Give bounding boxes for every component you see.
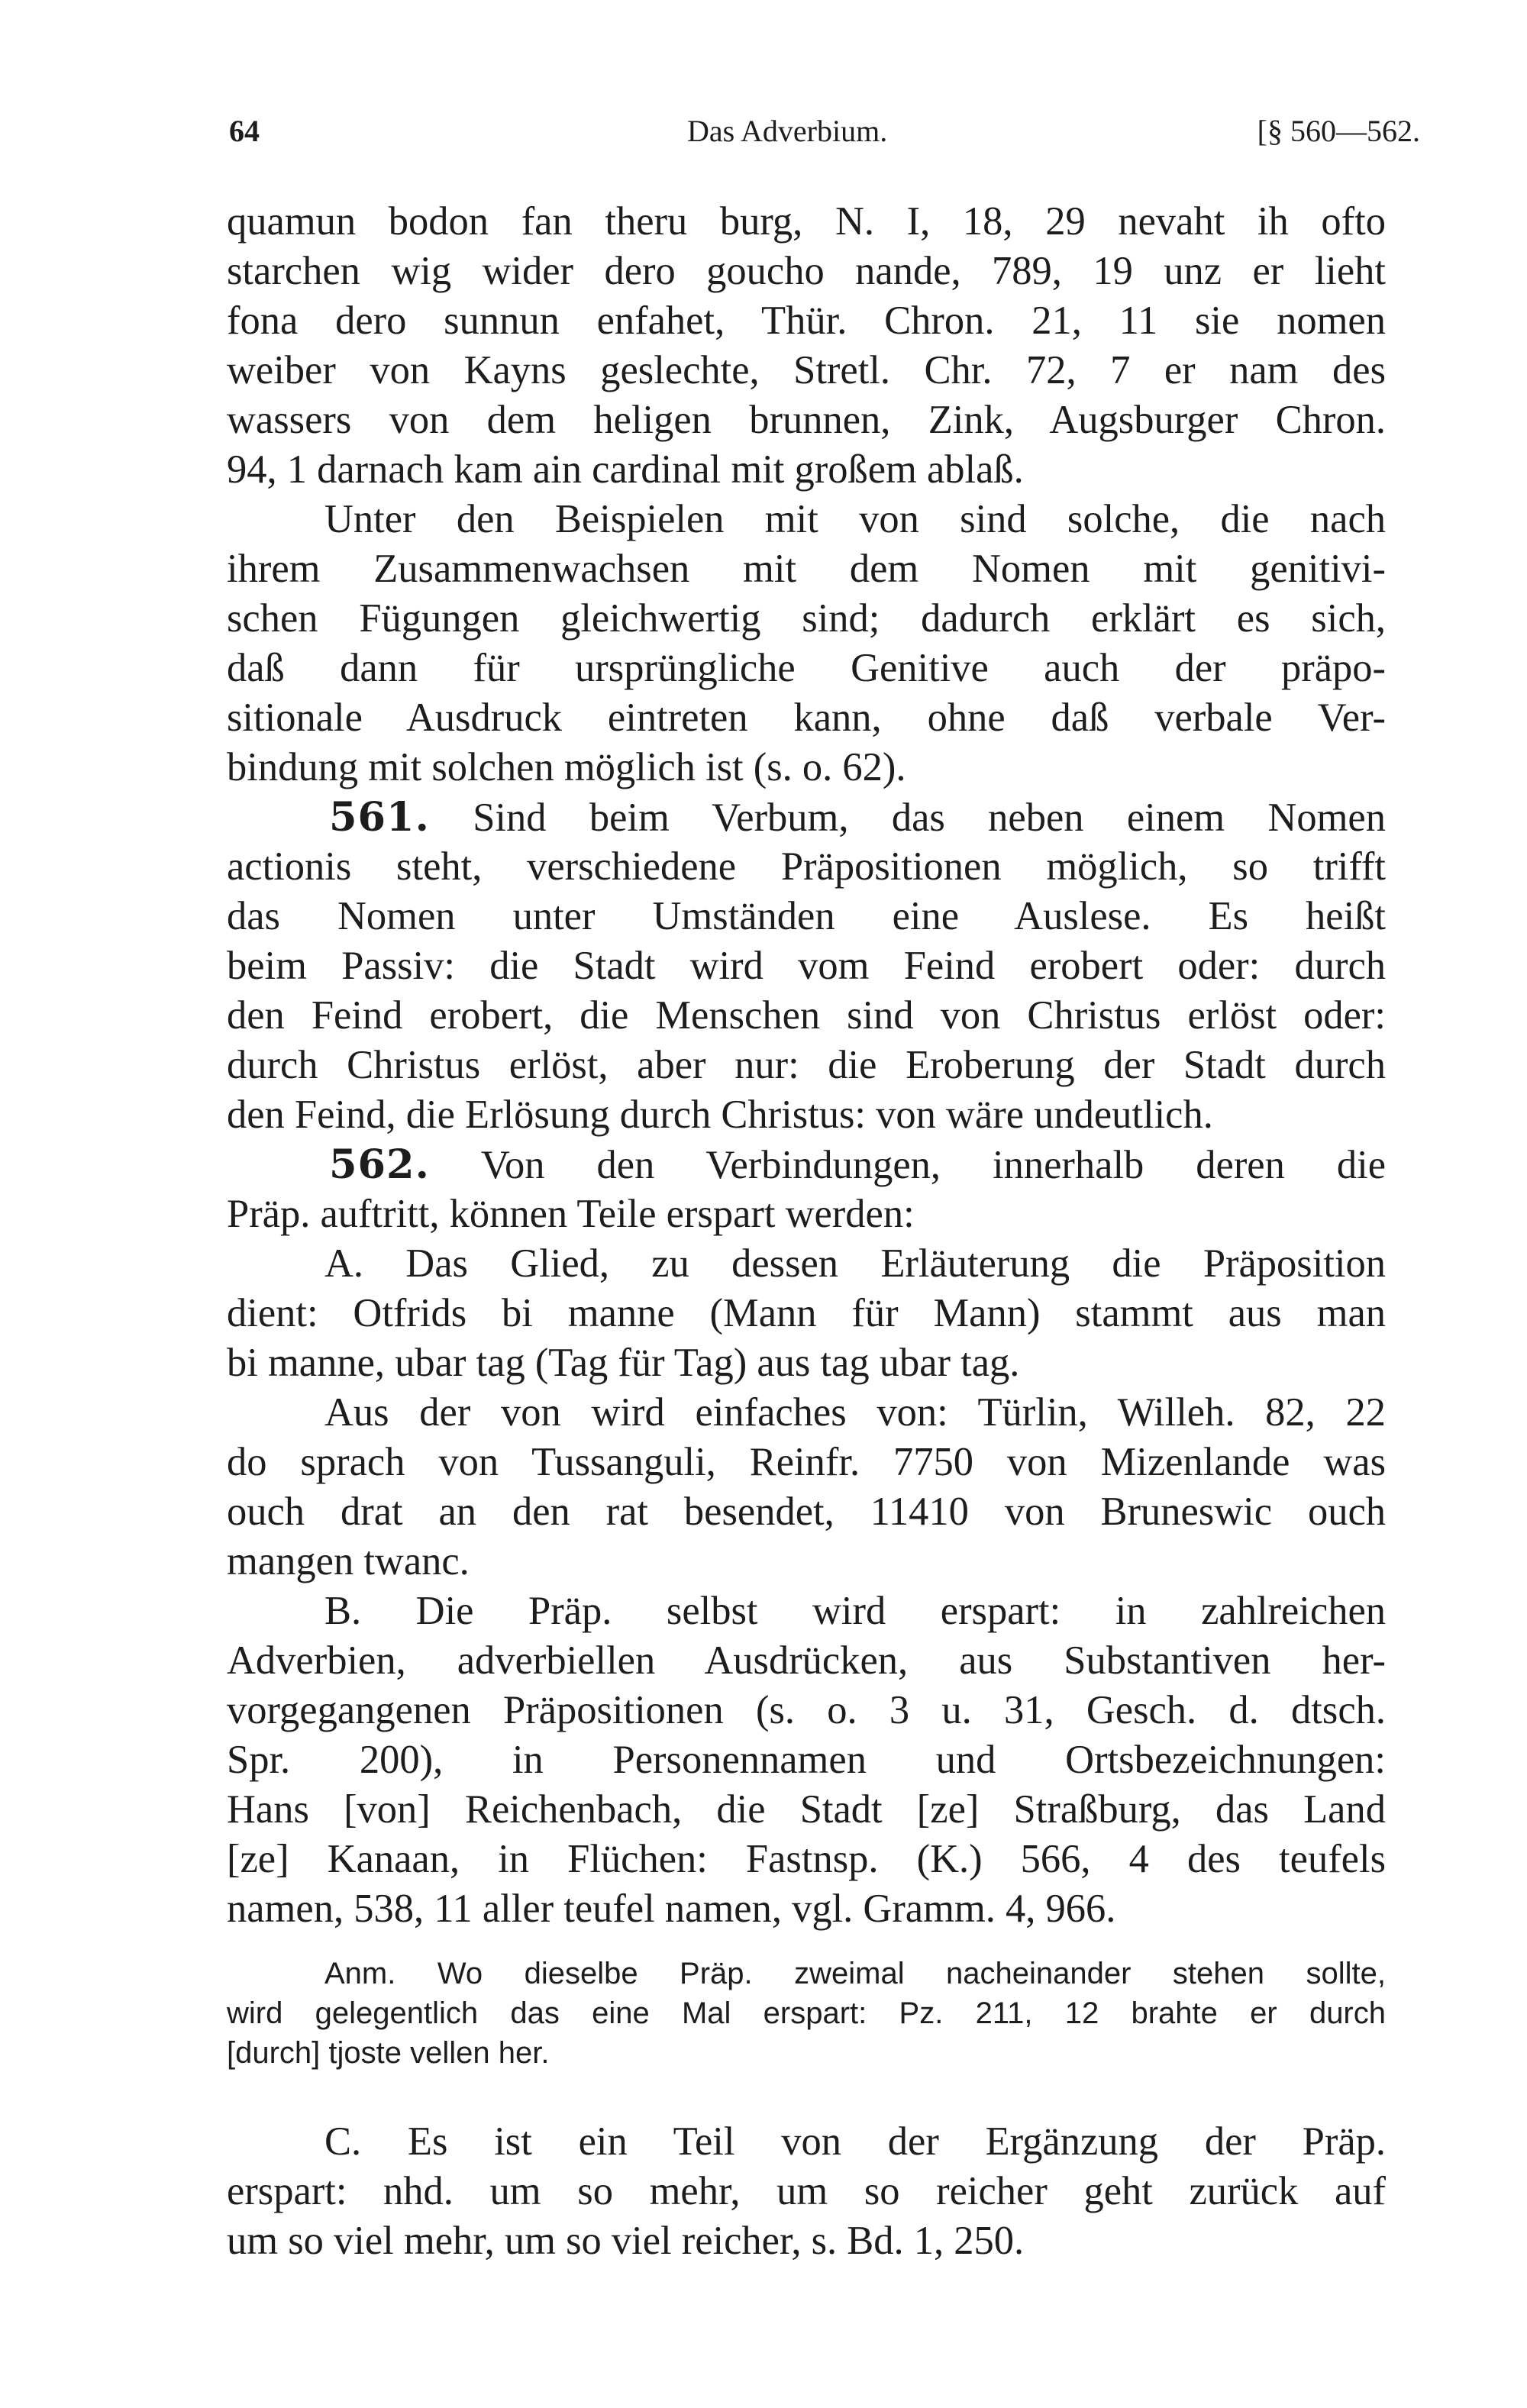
- text-line: den Feind erobert, die Menschen sind von Christus erlöst oder:: [227, 993, 1386, 1038]
- text-line: sitionale Ausdruck eintreten kann, ohne daß verbale Ver-: [227, 696, 1386, 740]
- text-line: starchen wig wider dero goucho nande, 789, 19 unz er lieht: [227, 249, 1386, 293]
- note-line: wird gelegentlich das eine Mal erspart: Pz. 211, 12 brahte er durch: [227, 1996, 1386, 2030]
- text-line: bindung mit solchen möglich ist (s. o. 62).: [227, 745, 906, 789]
- text-line: fona dero sunnun enfahet, Thür. Chron. 21, 11 sie nomen: [227, 299, 1386, 343]
- note-line: Anm. Wo dieselbe Präp. zweimal nacheinander stehen sollte,: [324, 1957, 1386, 1990]
- text-line: Hans [von] Reichenbach, die Stadt [ze] Straßburg, das Land: [227, 1787, 1386, 1832]
- text-line: namen, 538, 11 aller teufel namen, vgl. Gramm. 4, 966.: [227, 1887, 1116, 1931]
- text-line: actionis steht, verschiedene Präpositionen möglich, so trifft: [227, 844, 1386, 889]
- page-number: 64: [229, 114, 260, 148]
- text-line: B. Die Präp. selbst wird erspart: in zahlreichen: [324, 1589, 1386, 1633]
- section-562-line: 562. Von den Verbindungen, innerhalb deren die: [329, 1141, 1386, 1188]
- text-line: Unter den Beispielen mit von sind solche, die nach: [324, 497, 1386, 541]
- text-line: um so viel mehr, um so viel reicher, s. Bd. 1, 250.: [227, 2219, 1025, 2263]
- text-line: beim Passiv: die Stadt wird vom Feind erobert oder: durch: [227, 944, 1386, 988]
- running-title: Das Adverbium.: [687, 114, 888, 148]
- text-line: den Feind, die Erlösung durch Christus: von wäre undeutlich.: [227, 1093, 1213, 1137]
- page-body: [227, 197, 1386, 2266]
- section-number: 562.: [329, 1141, 430, 1188]
- text-line: weiber von Kayns geslechte, Stretl. Chr. 72, 7 er nam des: [227, 348, 1386, 392]
- text-line: do sprach von Tussanguli, Reinfr. 7750 von Mizenlande was: [227, 1440, 1386, 1484]
- text-line: vorgegangenen Präpositionen (s. o. 3 u. 31, Gesch. d. dtsch.: [227, 1688, 1386, 1732]
- text-line: wassers von dem heligen brunnen, Zink, Augsburger Chron.: [227, 398, 1386, 442]
- text-line: erspart: nhd. um so mehr, um so reicher geht zurück auf: [227, 2169, 1386, 2213]
- section-number: 561.: [329, 794, 430, 841]
- text-line: ouch drat an den rat besendet, 11410 von Bruneswic ouch: [227, 1490, 1386, 1534]
- section-561-line: 561. Sind beim Verbum, das neben einem Nomen: [329, 794, 1386, 841]
- text-line: schen Fügungen gleichwertig sind; dadurch erklärt es sich,: [227, 596, 1386, 641]
- text-line: bi manne, ubar tag (Tag für Tag) aus tag ubar tag.: [227, 1341, 1020, 1385]
- note-line: [durch] tjoste vellen her.: [227, 2036, 550, 2070]
- text-line: dient: Otfrids bi manne (Mann für Mann) stammt aus man: [227, 1291, 1386, 1335]
- text-line: [ze] Kanaan, in Flüchen: Fastnsp. (K.) 566, 4 des teufels: [227, 1837, 1386, 1881]
- text-line: Spr. 200), in Personennamen und Ortsbezeichnungen:: [227, 1738, 1386, 1782]
- text-line: daß dann für ursprüngliche Genitive auch der präpo-: [227, 646, 1386, 690]
- text-line: ihrem Zusammenwachsen mit dem Nomen mit genitivi-: [227, 547, 1386, 591]
- text-line: quamun bodon fan theru burg, N. I, 18, 29 nevaht ih ofto: [227, 199, 1386, 244]
- text-line: Präp. auftritt, können Teile erspart werden:: [227, 1192, 915, 1236]
- text-line: 94, 1 darnach kam ain cardinal mit großem ablaß.: [227, 447, 1024, 492]
- text-line: durch Christus erlöst, aber nur: die Eroberung der Stadt durch: [227, 1043, 1386, 1087]
- text-line: das Nomen unter Umständen eine Auslese. Es heißt: [227, 894, 1386, 938]
- text-line: Aus der von wird einfaches von: Türlin, Willeh. 82, 22: [324, 1390, 1386, 1435]
- text-line: Adverbien, adverbiellen Ausdrücken, aus Substantiven her-: [227, 1638, 1386, 1683]
- text-line: A. Das Glied, zu dessen Erläuterung die Präposition: [324, 1241, 1386, 1286]
- text-line: C. Es ist ein Teil von der Ergänzung der Präp.: [324, 2119, 1386, 2164]
- section-range: [§ 560—562.: [1257, 114, 1420, 148]
- annotation-note: [227, 1954, 1386, 2073]
- page-header: [229, 113, 1420, 159]
- text-line: mangen twanc.: [227, 1539, 470, 1583]
